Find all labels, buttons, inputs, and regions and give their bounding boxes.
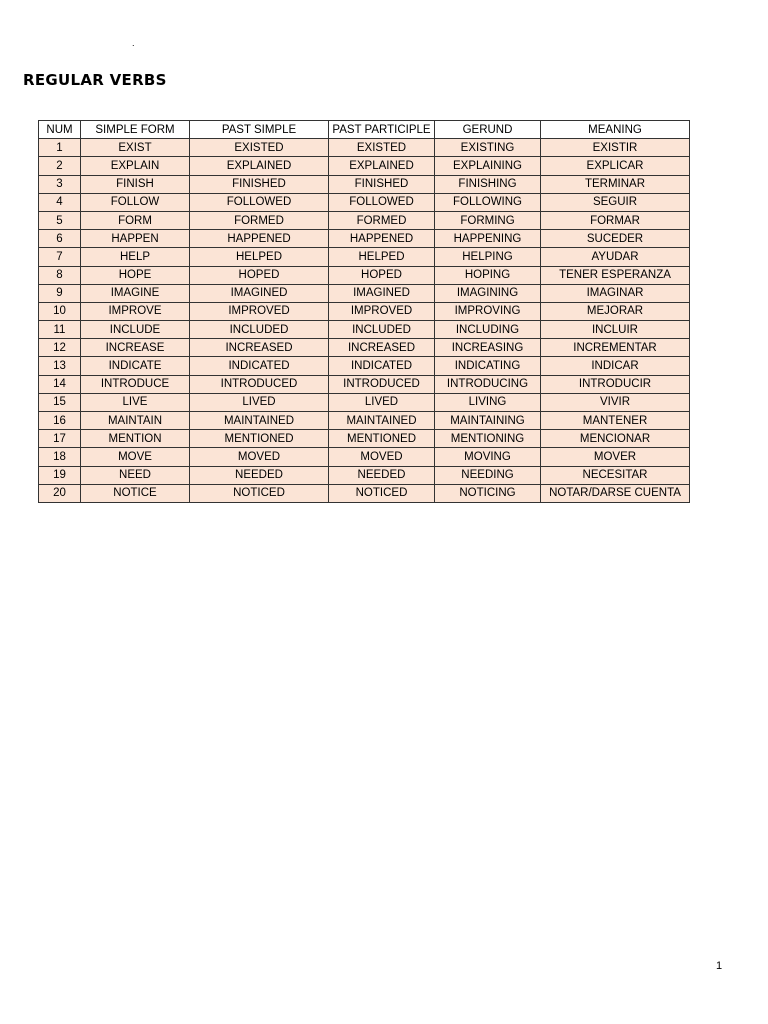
cell-past-participle: IMAGINED [329,284,435,302]
cell-gerund: IMPROVING [435,302,541,320]
cell-simple-form: INCREASE [81,339,190,357]
cell-meaning: SUCEDER [541,230,690,248]
table-body [39,139,690,503]
cell-simple-form: HELP [81,248,190,266]
cell-past-simple: INCREASED [190,339,329,357]
cell-num: 19 [39,466,81,484]
cell-num: 14 [39,375,81,393]
cell-num: 6 [39,230,81,248]
cell-simple-form: HOPE [81,266,190,284]
cell-past-participle: MAINTAINED [329,412,435,430]
cell-past-participle: FINISHED [329,175,435,193]
cell-past-participle: EXPLAINED [329,157,435,175]
cell-meaning: TENER ESPERANZA [541,266,690,284]
cell-num: 10 [39,302,81,320]
cell-simple-form: IMAGINE [81,284,190,302]
cell-meaning: NOTAR/DARSE CUENTA [541,484,690,502]
cell-past-simple: NEEDED [190,466,329,484]
cell-gerund: HELPING [435,248,541,266]
cell-simple-form: MOVE [81,448,190,466]
cell-past-simple: HOPED [190,266,329,284]
cell-num: 15 [39,393,81,411]
cell-simple-form: FOLLOW [81,193,190,211]
cell-past-simple: LIVED [190,393,329,411]
cell-num: 1 [39,139,81,157]
cell-past-participle: FOLLOWED [329,193,435,211]
cell-past-simple: HELPED [190,248,329,266]
cell-past-simple: FINISHED [190,175,329,193]
cell-simple-form: INCLUDE [81,321,190,339]
cell-past-simple: IMAGINED [190,284,329,302]
header-num: NUM [39,121,81,139]
cell-num: 13 [39,357,81,375]
cell-gerund: INCREASING [435,339,541,357]
cell-past-participle: LIVED [329,393,435,411]
cell-simple-form: HAPPEN [81,230,190,248]
cell-meaning: INCLUIR [541,321,690,339]
cell-past-simple: INCLUDED [190,321,329,339]
header-meaning: MEANING [541,121,690,139]
cell-simple-form: NEED [81,466,190,484]
cell-meaning: NECESITAR [541,466,690,484]
cell-past-participle: MOVED [329,448,435,466]
cell-past-simple: EXPLAINED [190,157,329,175]
cell-num: 3 [39,175,81,193]
cell-gerund: MOVING [435,448,541,466]
header-past-simple: PAST SIMPLE [190,121,329,139]
cell-past-participle: EXISTED [329,139,435,157]
table-row [39,375,690,393]
cell-gerund: HAPPENING [435,230,541,248]
cell-past-participle: IMPROVED [329,302,435,320]
cell-simple-form: FORM [81,211,190,229]
cell-past-participle: HOPED [329,266,435,284]
table-row [39,193,690,211]
cell-past-simple: MOVED [190,448,329,466]
cell-meaning: AYUDAR [541,248,690,266]
cell-num: 8 [39,266,81,284]
cell-num: 11 [39,321,81,339]
cell-simple-form: FINISH [81,175,190,193]
table-row [39,230,690,248]
table-row [39,448,690,466]
cell-simple-form: INTRODUCE [81,375,190,393]
table-header-row [39,121,690,139]
cell-meaning: MOVER [541,448,690,466]
cell-gerund: LIVING [435,393,541,411]
table-row [39,339,690,357]
cell-past-participle: MENTIONED [329,430,435,448]
table-row [39,157,690,175]
cell-past-participle: NOTICED [329,484,435,502]
cell-past-participle: NEEDED [329,466,435,484]
header-gerund: GERUND [435,121,541,139]
cell-meaning: EXPLICAR [541,157,690,175]
cell-simple-form: EXPLAIN [81,157,190,175]
cell-past-simple: FOLLOWED [190,193,329,211]
cell-gerund: FOLLOWING [435,193,541,211]
cell-num: 4 [39,193,81,211]
table-row [39,484,690,502]
cell-gerund: HOPING [435,266,541,284]
cell-gerund: INTRODUCING [435,375,541,393]
cell-meaning: VIVIR [541,393,690,411]
cell-num: 9 [39,284,81,302]
cell-past-simple: INDICATED [190,357,329,375]
cell-meaning: INCREMENTAR [541,339,690,357]
cell-past-simple: MAINTAINED [190,412,329,430]
table-row [39,321,690,339]
cell-meaning: MEJORAR [541,302,690,320]
cell-past-simple: EXISTED [190,139,329,157]
cell-gerund: MAINTAINING [435,412,541,430]
cell-meaning: INDICAR [541,357,690,375]
cell-past-participle: HELPED [329,248,435,266]
cell-num: 7 [39,248,81,266]
cell-meaning: EXISTIR [541,139,690,157]
cell-past-simple: IMPROVED [190,302,329,320]
cell-gerund: EXISTING [435,139,541,157]
cell-past-participle: FORMED [329,211,435,229]
page-title: REGULAR VERBS [23,71,167,89]
header-past-participle: PAST PARTICIPLE [329,121,435,139]
header-simple-form: SIMPLE FORM [81,121,190,139]
table-row [39,393,690,411]
cell-gerund: NOTICING [435,484,541,502]
cell-simple-form: NOTICE [81,484,190,502]
cell-simple-form: MAINTAIN [81,412,190,430]
cell-past-participle: HAPPENED [329,230,435,248]
table-row [39,412,690,430]
table-row [39,248,690,266]
cell-num: 18 [39,448,81,466]
cell-gerund: EXPLAINING [435,157,541,175]
cell-simple-form: INDICATE [81,357,190,375]
cell-simple-form: IMPROVE [81,302,190,320]
table-row [39,266,690,284]
cell-num: 5 [39,211,81,229]
cell-meaning: TERMINAR [541,175,690,193]
cell-meaning: MANTENER [541,412,690,430]
cell-simple-form: LIVE [81,393,190,411]
cell-meaning: MENCIONAR [541,430,690,448]
cell-num: 16 [39,412,81,430]
cell-gerund: FORMING [435,211,541,229]
table-row [39,211,690,229]
cell-past-simple: INTRODUCED [190,375,329,393]
cell-past-participle: INCLUDED [329,321,435,339]
cell-past-participle: INCREASED [329,339,435,357]
cell-simple-form: MENTION [81,430,190,448]
cell-past-simple: FORMED [190,211,329,229]
page-number: 1 [716,960,723,972]
cell-num: 2 [39,157,81,175]
table-row [39,466,690,484]
cell-past-participle: INDICATED [329,357,435,375]
cell-meaning: SEGUIR [541,193,690,211]
cell-gerund: INCLUDING [435,321,541,339]
stray-dot: . [132,38,135,48]
cell-past-participle: INTRODUCED [329,375,435,393]
regular-verbs-table [38,120,690,503]
table-row [39,175,690,193]
cell-num: 12 [39,339,81,357]
cell-gerund: INDICATING [435,357,541,375]
table-row [39,302,690,320]
cell-gerund: FINISHING [435,175,541,193]
cell-past-simple: NOTICED [190,484,329,502]
cell-past-simple: HAPPENED [190,230,329,248]
cell-meaning: IMAGINAR [541,284,690,302]
cell-num: 17 [39,430,81,448]
table-row [39,357,690,375]
cell-gerund: NEEDING [435,466,541,484]
table-row [39,284,690,302]
table-row [39,139,690,157]
cell-past-simple: MENTIONED [190,430,329,448]
cell-simple-form: EXIST [81,139,190,157]
table-row [39,430,690,448]
cell-gerund: IMAGINING [435,284,541,302]
cell-num: 20 [39,484,81,502]
cell-meaning: FORMAR [541,211,690,229]
cell-gerund: MENTIONING [435,430,541,448]
cell-meaning: INTRODUCIR [541,375,690,393]
